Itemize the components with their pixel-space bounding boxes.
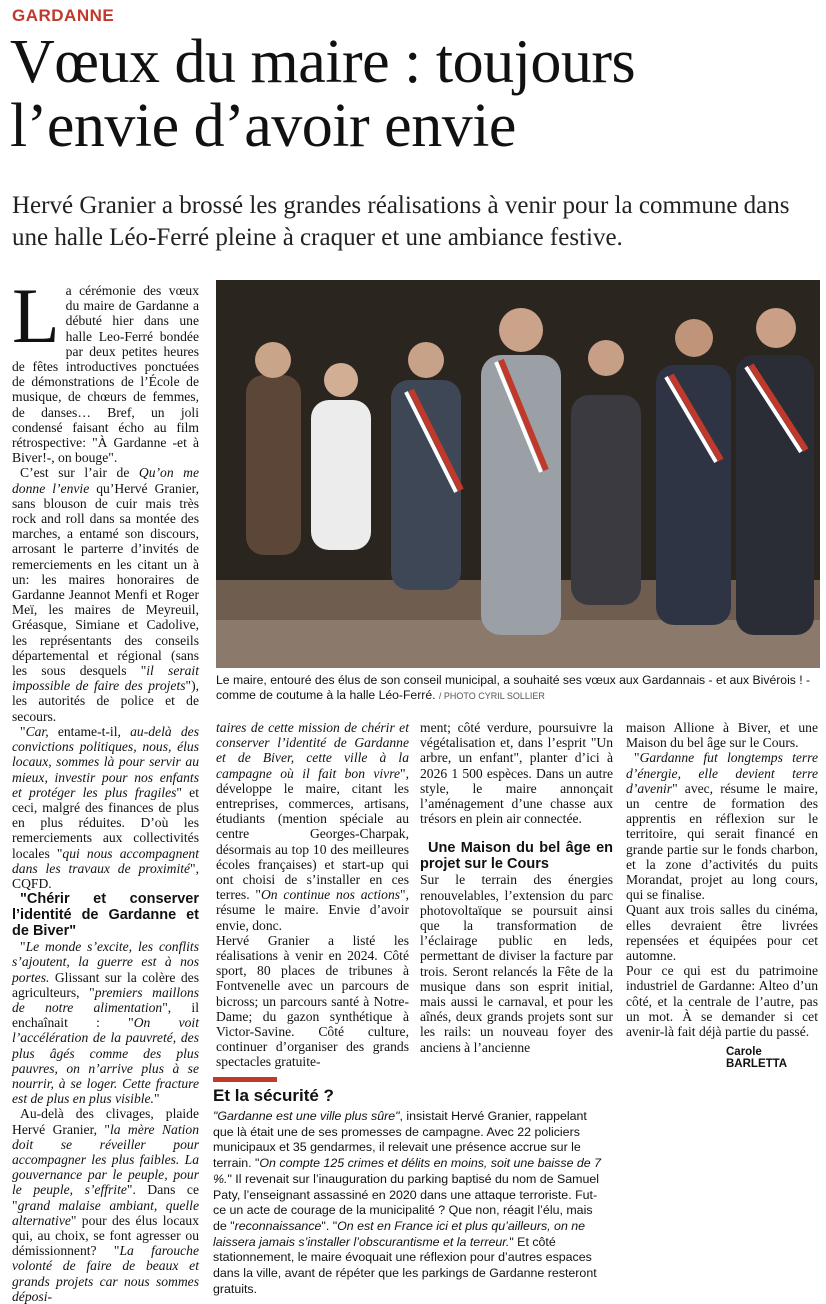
- body-paragraph: maison Allione à Biver, et une Maison du bel âge sur le Cours.: [626, 720, 818, 751]
- photo-illustration: [216, 280, 820, 668]
- column-4: [626, 720, 818, 1039]
- photo-caption: Le maire, entouré des élus de son conseil municipal, a souhaité ses vœux aux Gardannais - et aux Bivérois ! - comme de coutume à la halle Léo-Ferré. / PHOTO CYRIL SOLLIER: [216, 673, 811, 702]
- section-rubric: GARDANNE: [12, 6, 115, 25]
- box-accent-bar: [213, 1077, 277, 1082]
- body-paragraph: Hervé Granier a listé les réalisations à venir en 2024. Côté sport, 80 places de tribunes à Fontvenelle avec un parcours de bicross; un parcours santé à Notre-Dame; du gazon synthétique à Victor-Savine. Côté culture, continuer d’organiser des grands spectacles gratuite-: [216, 932, 409, 1070]
- subhead-identity: "Chérir et conserver l’identité de Gardanne et de Biver": [12, 891, 199, 940]
- body-paragraph: "Le monde s’excite, les conflits s’ajoutent, la guerre est à nos portes. Glissant sur la colère des agriculteurs, "premiers maillons de notre alimentation", il enchaînait : "On voit l’accélération de la pauvreté, des plus âgés comme des plus pauvres, on n’arrive plus à se nourrir, à se loger. Cette fracture est de plus en plus visible.": [12, 939, 199, 1107]
- column-1: [12, 272, 200, 1304]
- body-paragraph: taires de cette mission de chérir et conserver l’identité de Gardanne et de Biver, cette ville à la campagne où il fait bon vivre", développe le maire, citant les entreprises, commerces, artisans, étudiants (mention spéciale au centre Georges-Charpak, désormais au top 10 des meilleures écoles françaises) et start-up qui ont choisi de s’installer en ces terres. "On continue nos actions", résume le maire. Envie d’avoir envie, donc.: [216, 720, 409, 933]
- body-paragraph: C’est sur l’air de Qu’on me donne l’envie qu’Hervé Granier, sans blouson de cuir mais très rock and roll dans sa montée des marches, a entamé son discours, arrosant le parterre d’invités de remerciements en les citant un à un: les maires honoraires de Gardanne Jeannot Menfi et Roger Meï, les maires de Meyreuil, Gréasque, Simiane et Cadolive, les représentants des conseils départemental et régional (sans les sous desquels "il serait impossible de faire des projets"), les autorités de police et de secours.: [12, 465, 200, 724]
- body-paragraph: "Car, entame-t-il, au-delà des convictions politiques, nous, élus locaux, sommes là pour servir au mieux, investir pour nos enfants et protéger les plus fragiles" et ceci, malgré des finances de plus en plus réduites. D’où les remerciements aux collectivités locales "qui nous accompagnent dans les travaux de proximité", CQFD.: [12, 723, 200, 891]
- subhead-maison: Une Maison du bel âge en projet sur le Cours: [420, 840, 613, 873]
- box-title: Et la sécurité ?: [213, 1086, 334, 1105]
- body-paragraph: "Gardanne fut longtemps terre d’énergie, elle devient terre d’avenir" avec, résume le maire, un centre de formation des apprentis en réflexion sur le territoire, qui serait financé en grande partie sur le fonds charbon, et la zone d’activités du puits Morandat, projet au long cours, qui se finalise.: [626, 750, 818, 903]
- author-signature: Carole BARLETTA: [726, 1046, 788, 1070]
- body-paragraph: Sur le terrain des énergies renouvelables, l’extension du parc photovoltaïque se poursuit ainsi que la transformation de l’éclairage public en leds, permettant de diviser la facture par trois. Seront relancés la Fête de la musique dans son esprit initial, mais aussi le carnaval, et pour les aînés, deux grands projets sont sur les rails: un nouveau foyer des anciens à l’ancienne: [420, 872, 613, 1055]
- article-headline: Vœux du maire : toujours l’envie d’avoir envie: [10, 28, 636, 160]
- column-2: [216, 720, 409, 1070]
- article-photo: [216, 280, 820, 668]
- photo-credit: / PHOTO CYRIL SOLLIER: [438, 691, 545, 701]
- body-paragraph: Au-delà des clivages, plaide Hervé Granier, "la mère Nation doit se réveiller pour accompagner les plus faibles. La gouvernance par le peuple, pour le peuple, s’effrite". Dans ce "grand malaise ambiant, quelle alternative" pour des élus locaux qui, au choix, se font agresser ou démissionnent? "La farouche volonté de faire de beaux et grands projets car nous sommes déposi-: [12, 1106, 199, 1304]
- drop-cap: L: [12, 272, 60, 359]
- body-paragraph: Quant aux trois salles du cinéma, elles devraient être livrées repensées et équipées pour cet automne.: [626, 902, 818, 964]
- article-standfirst: Hervé Granier a brossé les grandes réalisations à venir pour la commune dans une halle Léo-Ferré pleine à craquer et une ambiance festive.: [12, 192, 790, 251]
- column-3: [420, 720, 613, 1055]
- body-paragraph: ment; côté verdure, poursuivre la végétalisation et, dans l’esprit "Un arbre, un enfant", planter d’ici à 2026 1 500 espèces. Dans un autre style, le maire annonçait l’aménagement d’une chasse aux trésors en plein air connectée.: [420, 720, 613, 827]
- box-text: "Gardanne est une ville plus sûre", insistait Hervé Granier, rappelant que là était une de ses promesses de campagne. Avec 22 policiers municipaux et 35 gendarmes, il relevait une présence accrue sur le terrain. "On compte 125 crimes et délits en moins, soit une baisse de 7 %." Il revenait sur l’inauguration du parking baptisé du nom de Samuel Paty, l’enseignant assassiné en 2020 dans une attaque terroriste. Fut-ce un acte de courage de la municipalité ? Que non, réagit l’élu, mais de "reconnaissance". "On est en France ici et plus qu’ailleurs, on ne laissera jamais s’installer l’obscurantisme et la terreur." Et côté stationnement, le maire évoquait une réflexion pour d’autres espaces dans la ville, avant de répéter que les parkings de Gardanne resteront gratuits.: [213, 1109, 602, 1296]
- lead-paragraph: La cérémonie des vœux du maire de Gardanne a débuté hier dans une halle Leo-Ferré bondée par deux petites heures de fêtes introductives ponctuées de démonstrations de l’École de musique, de chœurs de femmes, de danses… Bref, un joli condensé faisant écho au film rétrospective: "À Gardanne -et à Biver!-, on bouge".: [12, 272, 199, 466]
- body-paragraph: Pour ce qui est du patrimoine industriel de Gardanne: Alteo d’un côté, et la centrale de l’autre, pas un mot. À se demander si cet avenir-là fait déjà partie du passé.: [626, 963, 818, 1040]
